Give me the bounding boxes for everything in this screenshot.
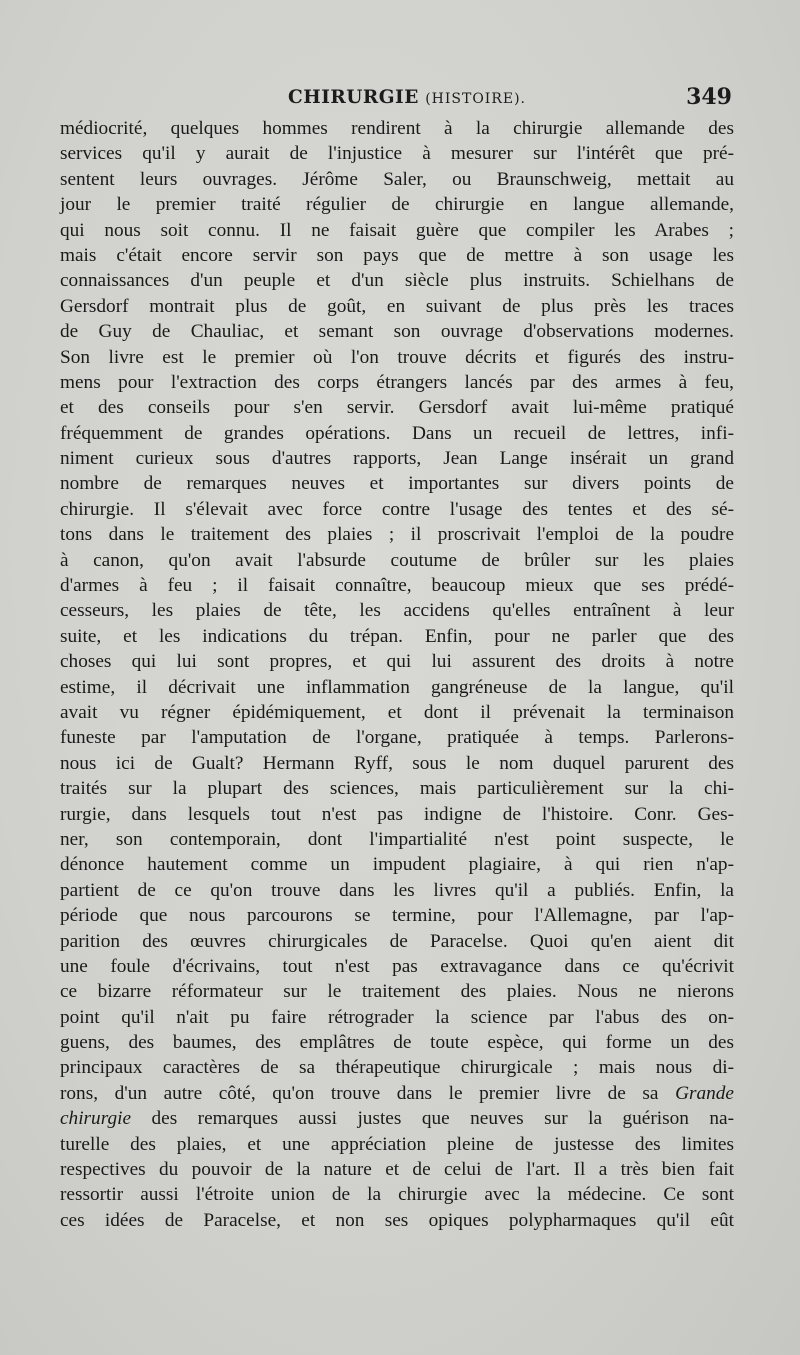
text-line: point qu'il n'ait pu faire rétrograder la science par l'abus des on- <box>60 1006 734 1028</box>
text-line: à canon, qu'on avait l'absurde coutume de brûler sur les plaies <box>60 549 734 571</box>
text-line: une foule d'écrivains, tout n'est pas extravagance dans ce qu'écrivit <box>60 955 734 977</box>
text-line: suite, et les indications du trépan. Enfin, pour ne parler que des <box>60 625 734 647</box>
text-line: tons dans le traitement des plaies ; il proscrivait l'emploi de la poudre <box>60 524 734 546</box>
running-title-section: (HISTOIRE). <box>425 91 526 107</box>
text-line: rurgie, dans lesquels tout n'est pas indigne de l'histoire. Conr. Ges- <box>60 803 734 825</box>
text-line: nombre de remarques neuves et importantes sur divers points de <box>60 473 734 495</box>
text-line-with-italic <box>60 1106 734 1131</box>
running-title <box>288 87 526 108</box>
italic-book-title-part1: Grande <box>675 1082 734 1104</box>
text-line: turelle des plaies, et une appréciation pleine de justesse des limites <box>60 1133 734 1155</box>
text-line: ces idées de Paracelse, et non ses opiques polypharmaques qu'il eût <box>60 1209 734 1231</box>
text-line-with-italic <box>60 1081 734 1106</box>
text-line-start: rons, d'un autre côté, qu'on trouve dans le premier livre de sa <box>60 1082 659 1104</box>
text-line: sentent leurs ouvrages. Jérôme Saler, ou Braunschweig, mettait au <box>60 168 734 190</box>
text-line: avait vu régner épidémiquement, et dont il prévenait la terminaison <box>60 701 734 723</box>
page-number: 349 <box>686 84 732 110</box>
text-line: funeste par l'amputation de l'organe, pratiquée à temps. Parlerons- <box>60 727 734 749</box>
text-line-end: des remarques aussi justes que neuves sur la guérison na- <box>151 1108 734 1130</box>
text-line: traités sur la plupart des sciences, mais particulièrement sur la chi- <box>60 778 734 800</box>
text-line: estime, il décrivait une inflammation gangréneuse de la langue, qu'il <box>60 676 734 698</box>
text-line: principaux caractères de sa thérapeutique chirurgicale ; mais nous di- <box>60 1057 734 1079</box>
text-line: qui nous soit connu. Il ne faisait guère que compiler les Arabes ; <box>60 219 734 241</box>
text-line: mais c'était encore servir son pays que de mettre à son usage les <box>60 244 734 266</box>
text-line: nous ici de Gualt? Hermann Ryff, sous le nom duquel parurent des <box>60 752 734 774</box>
text-line: niment curieux sous d'autres rapports, Jean Lange insérait un grand <box>60 448 734 470</box>
text-line: chirurgie. Il s'élevait avec force contre l'usage des tentes et des sé- <box>60 498 734 520</box>
running-title-main: CHIRURGIE <box>288 87 419 108</box>
text-line: choses qui lui sont propres, et qui lui assurent des droits à notre <box>60 651 734 673</box>
text-line: dénonce hautement comme un impudent plagiaire, à qui rien n'ap- <box>60 854 734 876</box>
text-line: respectives du pouvoir de la nature et de celui de l'art. Il a très bien fait <box>60 1159 734 1181</box>
text-line: guens, des baumes, des emplâtres de toute espèce, qui forme un des <box>60 1032 734 1054</box>
text-line: connaissances d'un peuple et d'un siècle plus instruits. Schielhans de <box>60 270 734 292</box>
text-line: ce bizarre réformateur sur le traitement des plaies. Nous ne nierons <box>60 981 734 1003</box>
text-line: ner, son contemporain, dont l'impartialité n'est point suspecte, le <box>60 828 734 850</box>
text-line: Gersdorf montrait plus de goût, en suivant de plus près les traces <box>60 295 734 317</box>
text-line: services qu'il y aurait de l'injustice à mesurer sur l'intérêt que pré- <box>60 143 734 165</box>
text-line: de Guy de Chauliac, et semant son ouvrage d'observations modernes. <box>60 321 734 343</box>
text-line: jour le premier traité régulier de chirurgie en langue allemande, <box>60 194 734 216</box>
body-text <box>60 116 734 1233</box>
text-line: mens pour l'extraction des corps étrangers lancés par des armes à feu, <box>60 371 734 393</box>
text-line: période que nous parcourons se termine, pour l'Allemagne, par l'ap- <box>60 905 734 927</box>
text-line: et des conseils pour s'en servir. Gersdorf avait lui-même pratiqué <box>60 397 734 419</box>
italic-book-title-part2: chirurgie <box>60 1108 132 1130</box>
page-header <box>60 84 732 114</box>
text-line: ressortir aussi l'étroite union de la chirurgie avec la médecine. Ce sont <box>60 1184 734 1206</box>
text-line: Son livre est le premier où l'on trouve décrits et figurés des instru- <box>60 346 734 368</box>
text-line: partient de ce qu'on trouve dans les livres qu'il a publiés. Enfin, la <box>60 879 734 901</box>
text-line: parition des œuvres chirurgicales de Paracelse. Quoi qu'en aient dit <box>60 930 734 952</box>
text-line: fréquemment de grandes opérations. Dans un recueil de lettres, infi- <box>60 422 734 444</box>
text-line: d'armes à feu ; il faisait connaître, beaucoup mieux que ses prédé- <box>60 575 734 597</box>
text-line: médiocrité, quelques hommes rendirent à la chirurgie allemande des <box>60 118 734 139</box>
text-line: cesseurs, les plaies de tête, les accidens qu'elles entraînent à leur <box>60 600 734 622</box>
